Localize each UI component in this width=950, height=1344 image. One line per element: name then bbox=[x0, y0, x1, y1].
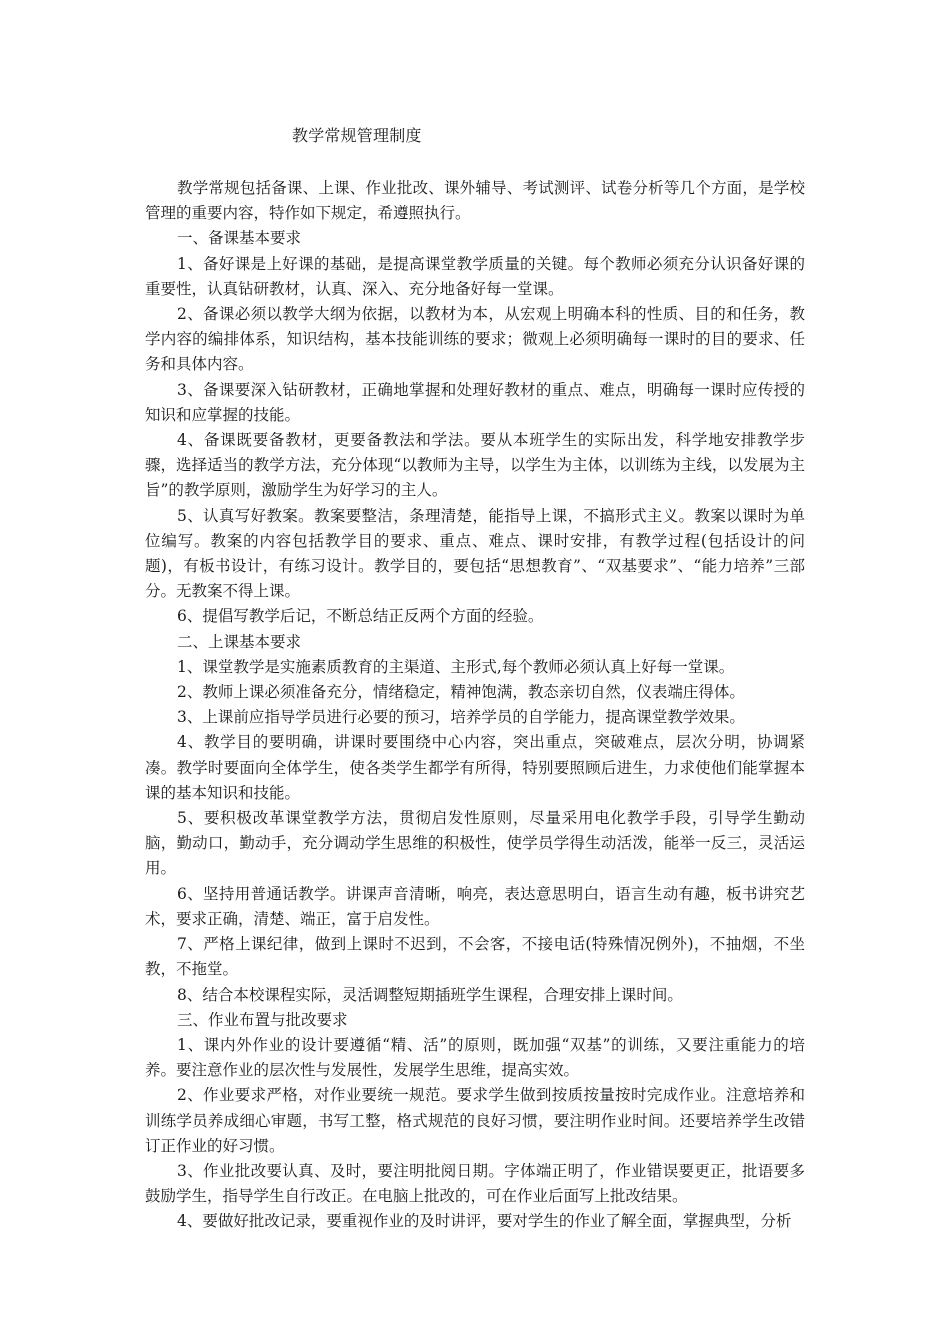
teaching-item-7: 7、严格上课纪律，做到上课时不迟到，不会客，不接电话(特殊情况例外)，不抽烟，不坐教，不拖堂。 bbox=[145, 935, 805, 979]
lesson-prep-item-6: 6、提倡写教学后记，不断总结正反两个方面的经验。 bbox=[177, 607, 544, 626]
teaching-item-2: 2、教师上课必须准备充分，情绪稳定，精神饱满，教态亲切自然，仪表端庄得体。 bbox=[177, 683, 745, 702]
teaching-item-8: 8、结合本校课程实际，灵活调整短期插班学生课程，合理安排上课时间。 bbox=[177, 985, 683, 1004]
document-body bbox=[145, 176, 805, 1235]
teaching-item-5: 5、要积极改革课堂教学方法，贯彻启发性原则，尽量采用电化教学手段，引导学生勤动脑，勤动口，勤动手，充分调动学生思维的积极性，使学员学得生动活泼，能举一反三，灵活运用。 bbox=[145, 809, 805, 878]
lesson-prep-item-2: 2、备课必须以教学大纲为依据，以教材为本，从宏观上明确本科的性质、目的和任务，教学内容的编排体系，知识结构，基本技能训练的要求；微观上必须明确每一课时的目的要求、任务和具体内容。 bbox=[145, 305, 805, 374]
teaching-item-1: 1、课堂教学是实施素质教育的主渠道、主形式,每个教师必须认真上好每一堂课。 bbox=[177, 657, 735, 676]
section-heading-teaching: 二、上课基本要求 bbox=[177, 632, 302, 651]
teaching-item-4: 4、教学目的要明确，讲课时要围绕中心内容，突出重点，突破难点，层次分明，协调紧凑。教学时要面向全体学生，使各类学生都学有所得，特别要照顾后进生，力求使他们能掌握本课的基本知识和技能。 bbox=[145, 733, 805, 802]
homework-item-1: 1、课内外作业的设计要遵循“精、活”的原则，既加强“双基”的训练，又要注重能力的培养。要注意作业的层次性与发展性，发展学生思维，提高实效。 bbox=[145, 1035, 805, 1080]
lesson-prep-item-1: 1、备好课是上好课的基础，是提高课堂教学质量的关键。每个教师必须充分认识备好课的重要性，认真钻研教材，认真、深入、充分地备好每一堂课。 bbox=[145, 254, 805, 298]
lesson-prep-item-4: 4、备课既要备教材，更要备教法和学法。要从本班学生的实际出发，科学地安排教学步骤，选择适当的教学方法，充分体现“以教师为主导，以学生为主体，以训练为主线，以发展为主旨”的教学原则，激励学生为好学习的主人。 bbox=[145, 431, 805, 500]
lesson-prep-item-3: 3、备课要深入钻研教材，正确地掌握和处理好教材的重点、难点，明确每一课时应传授的知识和应掌握的技能。 bbox=[145, 380, 805, 424]
section-heading-homework: 三、作业布置与批改要求 bbox=[177, 1010, 348, 1029]
homework-item-2: 2、作业要求严格，对作业要统一规范。要求学生做到按质按量按时完成作业。注意培养和训练学员养成细心审题，书写工整，格式规范的良好习惯，要注明作业时间。还要培养学生改错订正作业的好习惯。 bbox=[145, 1086, 805, 1155]
document-title: 教学常规管理制度 bbox=[292, 126, 422, 145]
lesson-prep-item-5: 5、认真写好教案。教案要整洁，条理清楚，能指导上课，不搞形式主义。教案以课时为单位编写。教案的内容包括教学目的要求、重点、难点、课时安排，有教学过程(包括设计的问题)，有板书设计，有练习设计。教学目的，要包括“思想教育”、“双基要求”、“能力培养”三部分。无教案不得上课。 bbox=[145, 506, 805, 601]
intro-paragraph: 教学常规包括备课、上课、作业批改、课外辅导、考试测评、试卷分析等几个方面，是学校管理的重要内容，特作如下规定，希遵照执行。 bbox=[145, 179, 805, 223]
section-heading-lesson-prep: 一、备课基本要求 bbox=[177, 229, 302, 248]
homework-item-4: 4、要做好批改记录，要重视作业的及时讲评，要对学生的作业了解全面，掌握典型，分析 bbox=[177, 1212, 792, 1231]
teaching-item-6: 6、坚持用普通话教学。讲课声音清晰，响亮，表达意思明白，语言生动有趣，板书讲究艺术，要求正确，清楚、端正，富于启发性。 bbox=[145, 884, 805, 928]
homework-item-3: 3、作业批改要认真、及时，要注明批阅日期。字体端正明了，作业错误要更正，批语要多鼓励学生，指导学生自行改正。在电脑上批改的，可在作业后面写上批改结果。 bbox=[145, 1161, 805, 1206]
teaching-item-3: 3、上课前应指导学员进行必要的预习，培养学员的自学能力，提高课堂教学效果。 bbox=[177, 708, 745, 727]
